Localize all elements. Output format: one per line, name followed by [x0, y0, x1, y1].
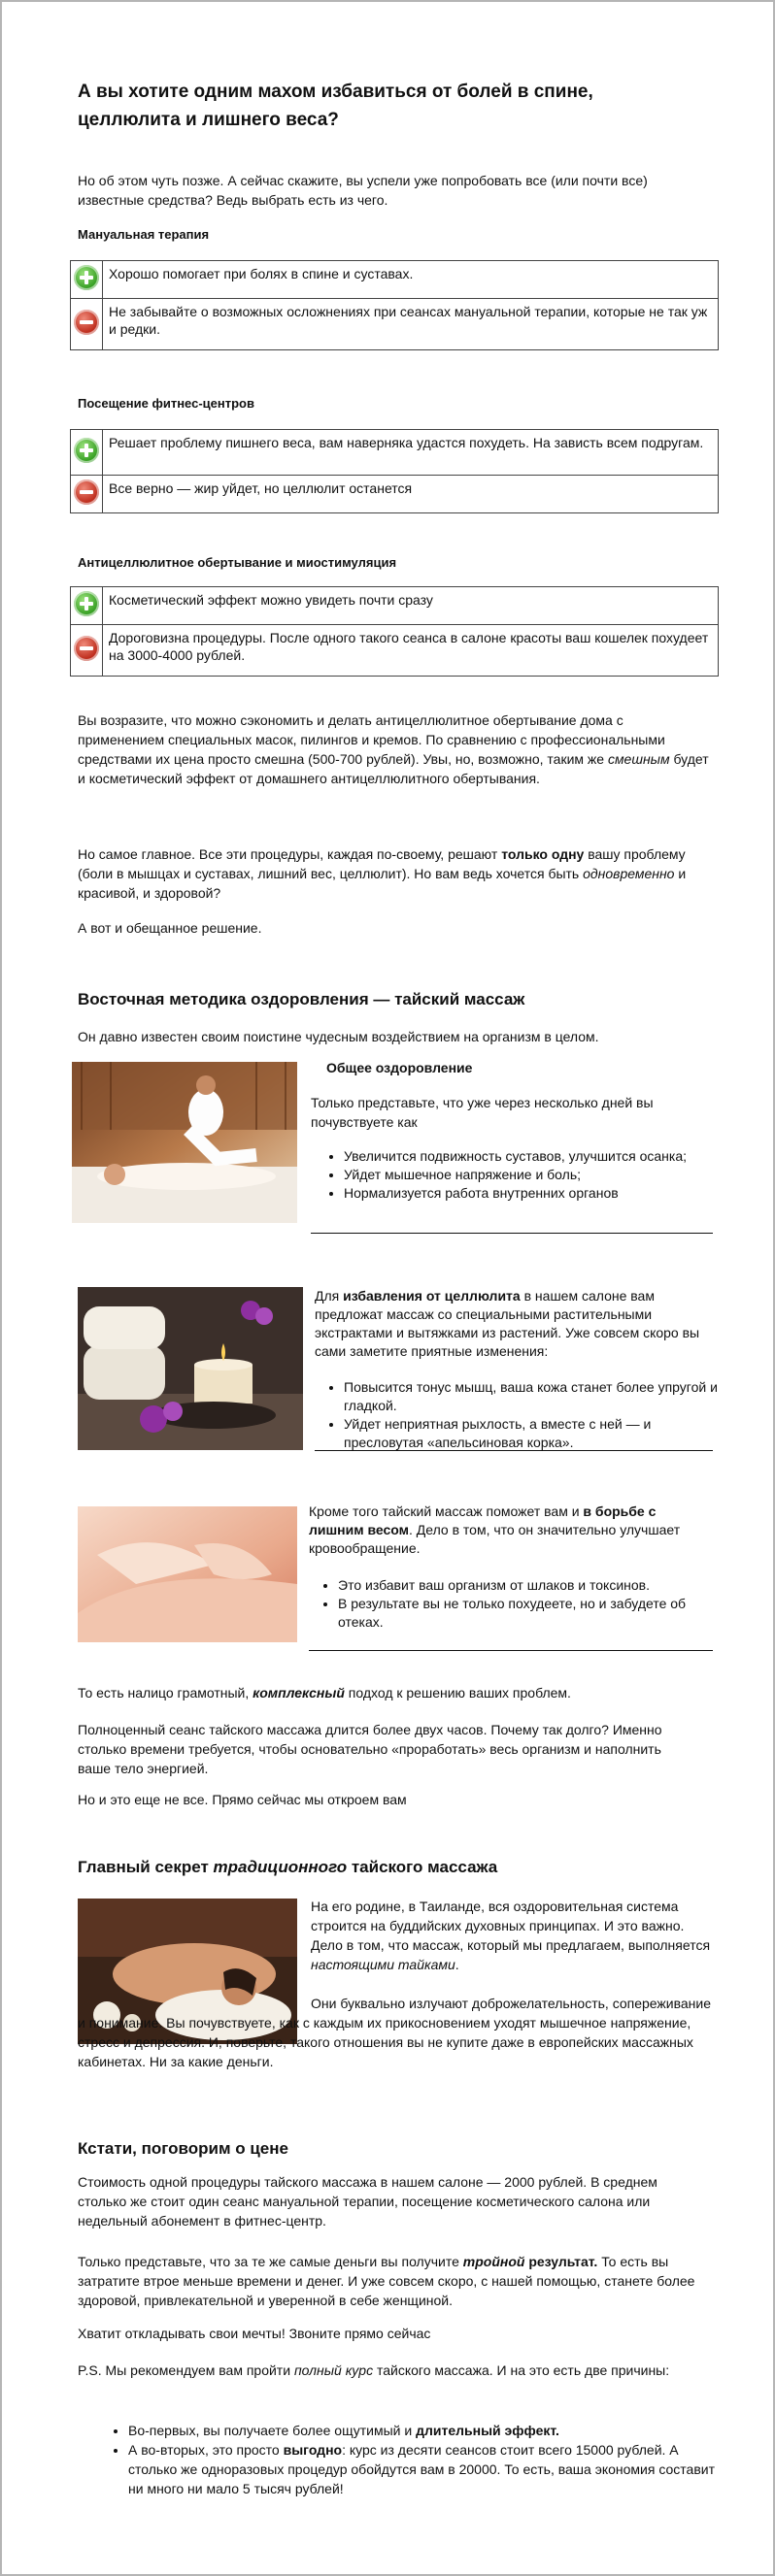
list-item: • А во-вторых, это просто выгодно: курс из десяти сеансов стоит всего 15000 рублей. А столько же одноразовых процедур обойдутся вам в 20000. То есть, ваша экономия составит ни много ни мало 5 тысяч рублей!	[128, 2440, 723, 2498]
massage-photo-general	[72, 1062, 297, 1223]
reasons-list	[99, 2421, 723, 2498]
block1-subheading: Общее оздоровление	[326, 1060, 473, 1075]
secret-heading: Главный секрет традиционного тайского массажа	[78, 1858, 498, 1876]
section-heading-wrapping: Антицеллюлитное обертывание и миостимуляция	[78, 555, 397, 570]
secret-paragraph-2: Они буквально излучают доброжелательность, сопереживание и понимание. Вы почувствуете, как с каждым их прикосновением уходят мышечное напряжение, стресс и депрессия. И, поверьте, такого отношения вы не купите даже в европейских массажных кабинетах. Ни за какие деньги.	[78, 1996, 712, 2069]
block3-bullet-list	[309, 1576, 717, 1632]
pro-row	[71, 587, 719, 625]
section-heading-fitness: Посещение фитнес-центров	[78, 396, 254, 411]
call-to-action-text: Хватит откладывать свои мечты! Звоните прямо сейчас	[78, 2326, 431, 2341]
spa-candles-photo	[78, 1287, 303, 1450]
ps-text: P.S. Мы рекомендуем вам пройти полный курс тайского массажа. И на это есть две причины:	[78, 2362, 670, 2378]
list-item: • Увеличится подвижность суставов, улучшится осанка;	[344, 1147, 711, 1166]
complex-approach-text: То есть налицо грамотный, комплексный подход к решению ваших проблем.	[78, 1685, 571, 1701]
method-heading: Восточная методика оздоровления — тайский массаж	[78, 990, 525, 1008]
price-heading: Кстати, поговорим о цене	[78, 2139, 288, 2158]
block1-text: Только представьте, что уже через несколько дней вы почувствуете как	[311, 1095, 654, 1130]
plus-icon	[74, 591, 99, 616]
con-text: Дороговизна процедуры. После одного такого сеанса в салоне красоты ваш кошелек похудеет на 3000-4000 рублей.	[103, 625, 719, 677]
pros-cons-table-fitness	[70, 429, 719, 513]
objection-paragraph: Вы возразите, что можно сэкономить и делать антицеллюлитное обертывание дома с применением специальных масок, пилингов и кремов. По сравнению с профессиональными средствами их цена просто смешна (500-700 рублей). Увы, но, возможно, таким же смешным будет и косметический эффект от домашнего антицеллюлитного обертывания.	[78, 712, 709, 786]
list-item: • В результате вы не только похудеете, но и забудете об отеках.	[338, 1595, 717, 1632]
intro-text: Но об этом чуть позже. А сейчас скажите, вы успели уже попробовать все (или почти все) известные средства? Ведь выбрать есть из чего.	[78, 173, 648, 208]
minus-icon	[74, 310, 99, 335]
pro-text: Хорошо помогает при болях в спине и суставах.	[103, 261, 719, 299]
plus-icon	[74, 438, 99, 463]
block2-bullet-list	[315, 1378, 730, 1452]
method-lead: Он давно известен своим поистине чудесным воздействием на организм в целом.	[78, 1029, 599, 1044]
pro-text: Косметический эффект можно увидеть почти сразу	[103, 587, 719, 625]
pro-text: Решает проблему пишнего веса, вам наверняка удастся похудеть. На зависть всем подругам.	[103, 430, 719, 476]
list-item: • Уйдет мышечное напряжение и боль;	[344, 1166, 711, 1184]
promise-text: А вот и обещанное решение.	[78, 920, 262, 936]
list-item: • Повысится тонус мышц, ваша кожа станет более упругой и гладкой.	[344, 1378, 730, 1415]
con-row	[71, 476, 719, 513]
list-item: • Уйдет неприятная рыхлость, а вместе с ней — и пресловутая «апельсиновая корка».	[344, 1415, 730, 1452]
block2-text: Для избавления от целлюлита в нашем салоне вам предложат массаж со специальными растительными экстрактами и вытяжками из растений. Уже совсем скоро вы сами заметите приятные изменения:	[315, 1288, 700, 1359]
section-heading-manual: Мануальная терапия	[78, 227, 210, 242]
pro-row	[71, 261, 719, 299]
pro-row	[71, 430, 719, 476]
plus-icon	[74, 265, 99, 290]
page-title: А вы хотите одним махом избавиться от болей в спине, целлюлита и лишнего веса?	[78, 82, 593, 130]
divider	[311, 1233, 713, 1234]
con-text: Не забывайте о возможных осложнениях при сеансах мануальной терапии, которые не так уж и редки.	[103, 299, 719, 350]
list-item: • Во-первых, вы получаете более ощутимый и длительный эффект.	[128, 2421, 723, 2440]
pros-cons-table-wrapping	[70, 586, 719, 677]
divider	[309, 1650, 713, 1651]
divider	[315, 1450, 713, 1451]
price-paragraph-1: Стоимость одной процедуры тайского массажа в нашем салоне — 2000 рублей. В среднем столько же стоит один сеанс мануальной терапии, посещение косметического салона или недельный абонемент в фитнес-центр.	[78, 2174, 657, 2229]
block1-bullet-list	[315, 1147, 711, 1203]
hands-massage-photo	[78, 1506, 297, 1642]
duration-text: Полноценный сеанс тайского массажа длится более двух часов. Почему так долго? Именно столько времени требуется, чтобы основательно «проработать» весь организм и наполнить ваше тело энергией.	[78, 1722, 662, 1776]
con-row	[71, 299, 719, 350]
block3-text: Кроме того тайский массаж поможет вам и в борьбе с лишним весом. Дело в том, что он значительно улучшает кровообращение.	[309, 1503, 681, 1556]
minus-icon	[74, 479, 99, 505]
list-item: • Нормализуется работа внутренних органов	[344, 1184, 711, 1203]
list-item: • Это избавит ваш организм от шлаков и токсинов.	[338, 1576, 717, 1595]
price-paragraph-2: Только представьте, что за те же самые деньги вы получите тройной результат. То есть вы затратите втрое меньше времени и денег. И уже совсем скоро, с нашей помощью, станете более здоровой, привлекательной и уверенной в себе женщиной.	[78, 2254, 695, 2308]
tease-text: Но и это еще не все. Прямо сейчас мы откроем вам	[78, 1792, 407, 1807]
minus-icon	[74, 636, 99, 661]
main-point-paragraph: Но самое главное. Все эти процедуры, каждая по-своему, решают только одну вашу проблему (боли в мышцах и суставах, лишний вес, целлюлит). Но вам ведь хочется быть одновременно и красивой, и здоровой?	[78, 846, 687, 901]
con-text: Все верно — жир уйдет, но целлюлит останется	[103, 476, 719, 513]
pros-cons-table-manual	[70, 260, 719, 350]
con-row	[71, 625, 719, 677]
secret-paragraph-1: На его родине, в Таиланде, вся оздоровительная система строится на буддийских духовных принципах. И это важно. Дело в том, что массаж, который мы предлагаем, выполняется настоящими тайками.	[311, 1899, 711, 1972]
